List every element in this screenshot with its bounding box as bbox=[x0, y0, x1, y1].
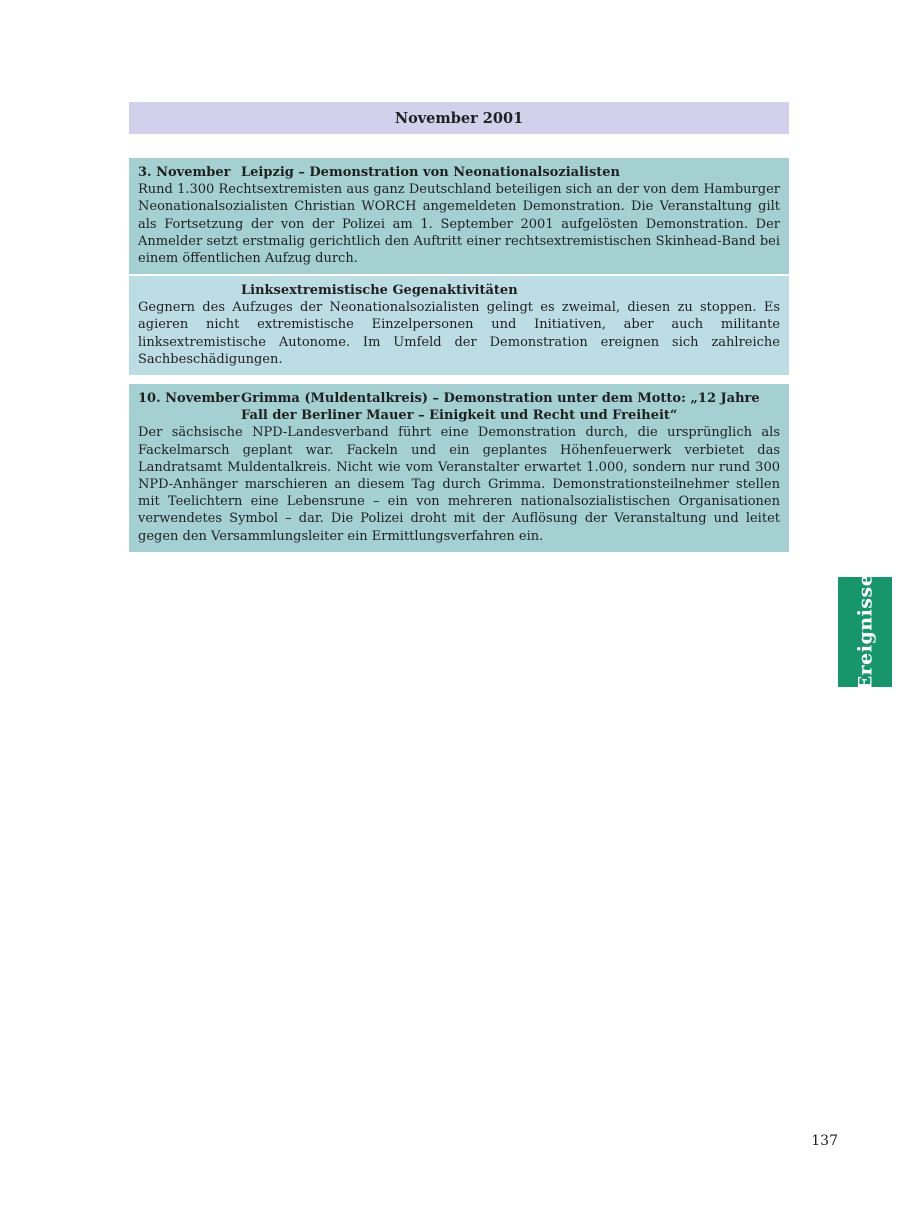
counter-activity-box bbox=[129, 276, 789, 375]
event-date: 10. November bbox=[138, 391, 240, 406]
page-number: 137 bbox=[811, 1133, 838, 1149]
month-header bbox=[129, 102, 789, 134]
section-side-tab bbox=[838, 573, 892, 691]
event-heading bbox=[138, 390, 780, 424]
event-body: Der sächsische NPD-Landesverband führt eine Demonstration durch, die ursprünglich als Fackelmarsch geplant war. Fackeln und ein geplantes Höhenfeuerwerk verbietet das Landratsamt Muldentalkreis. Nicht wie vom Veranstalter erwartet 1.000, sondern nur rund 300 NPD-Anhänger marschieren an diesem Tag durch Grimma. Demonstrationsteilnehmer stellen mit Teelichtern eine Lebensrune – ein von mehreren nationalsozialistischen Organisationen verwendetes Symbol – dar. Die Polizei droht mit der Auflösung der Veranstaltung und leitet gegen den Versammlungsleiter ein Ermittlungsverfahren ein. bbox=[138, 425, 780, 544]
event-heading bbox=[138, 164, 780, 181]
event-box-3-november bbox=[129, 158, 789, 274]
counter-activity-heading bbox=[138, 282, 780, 299]
event-title: Grimma (Muldentalkreis) – Demonstration unter dem Motto: „12 Jahre Fall der Berliner Mauer – Einigkeit und Recht und Freiheit“ bbox=[241, 391, 760, 424]
counter-activity-title: Linksextremistische Gegenaktivitäten bbox=[241, 283, 518, 298]
section-side-tab-label: Ereignisse bbox=[854, 573, 877, 691]
event-date: 3. November bbox=[138, 165, 231, 180]
event-body: Rund 1.300 Rechtsextremisten aus ganz Deutschland beteiligen sich an der von dem Hamburger Neonationalsozialisten Christian WORCH angemeldeten Demonstration. Die Veranstaltung gilt als Fortsetzung der von der Polizei am 1. September 2001 aufgelösten Demonstration. Der Anmelder setzt erstmalig gerichtlich den Auftritt einer rechtsextremistischen Skinhead-Band bei einem öffentlichen Aufzug durch. bbox=[138, 182, 780, 267]
event-box-10-november bbox=[129, 384, 789, 552]
counter-activity-body: Gegnern des Aufzuges der Neonationalsozialisten gelingt es zweimal, diesen zu stoppen. Es agieren nicht extremistische Einzelpersonen und Initiativen, aber auch militante linksextremistische Autonome. Im Umfeld der Demonstration ereignen sich zahlreiche Sachbeschädigungen. bbox=[138, 300, 780, 367]
month-title: November 2001 bbox=[394, 109, 524, 127]
event-title: Leipzig – Demonstration von Neonationalsozialisten bbox=[241, 165, 620, 180]
